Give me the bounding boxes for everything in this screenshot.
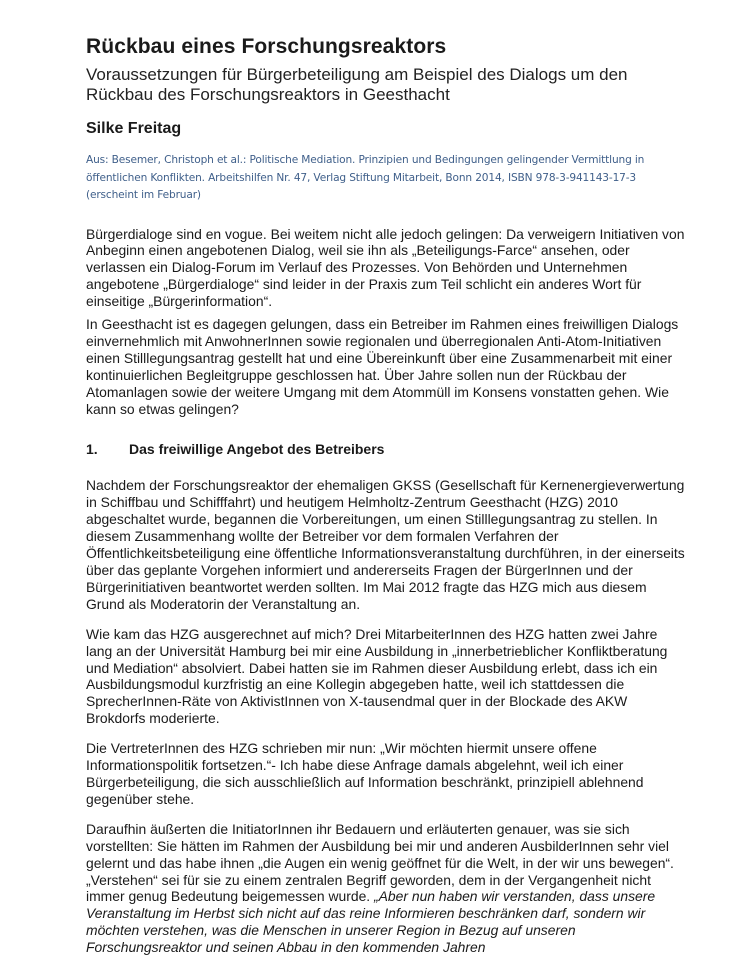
section-heading xyxy=(86,441,686,458)
document-title: Rückbau eines Forschungsreaktors xyxy=(86,35,447,58)
italic-quote: „Aber nun haben wir verstanden, dass unsere Veranstaltung im Herbst sich nicht auf das reine Informieren beschränken darf, sondern wir möchten verstehen, was die Menschen in unserer Region in Bezug auf unseren Forschungsreaktor und seinen Abbau in den kommenden Jahren xyxy=(86,888,656,956)
document-page xyxy=(86,34,686,956)
author-name: Silke Freitag xyxy=(86,120,182,137)
intro-paragraph-2: In Geesthacht ist es dagegen gelungen, dass ein Betreiber im Rahmen eines freiwilligen Dialogs einvernehmlich mit AnwohnerInnen sowie regionalen und überregionalen Anti-Atom-Initiativen einen Stilllegungsantrag gestellt hat und eine Übereinkunft über eine Zusammenarbeit mit einer kontinuierlichen Begleitgruppe geschlossen hat. Über Jahre sollen nun der Rückbau der Atomanlagen sowie der weitere Umgang mit dem Atommüll im Konsens vonstatten gehen. Wie kann so etwas gelingen? xyxy=(86,316,679,417)
intro-paragraph-1: Bürgerdialoge sind en vogue. Bei weitem nicht alle jedoch gelingen: Da verweigern Initiativen von Anbeginn einen angebotenen Dialog, weil sie ihn als „Beteiligungs-Farce“ ansehen, oder verlassen ein Dialog-Forum im Verlauf des Prozesses. Von Behörden und Unternehmen angebotene „Bürgerdialoge“ sind leider in der Praxis zum Teil schlicht ein anderes Wort für einseitige „Bürgerinformation“. xyxy=(86,225,685,310)
section-paragraph-2: Wie kam das HZG ausgerechnet auf mich? Drei MitarbeiterInnen des HZG hatten zwei Jahre lang an der Universität Hamburg bei mir eine Ausbildung in „innerbetrieblicher Konfliktberatung und Mediation“ absolviert. Dabei hatten sie im Rahmen dieser Ausbildung erlebt, dass ich ein Ausbildungsmodul kurzfristig an eine Kollegin abgegeben hatte, weil ich stattdessen die SprecherInnen-Räte von AktivistInnen von X-tausendmal quer in der Blockade des AKW Brokdorfs moderierte. xyxy=(86,625,668,727)
section-title: Das freiwillige Angebot des Betreibers xyxy=(129,441,385,458)
document-subtitle: Voraussetzungen für Bürgerbeteiligung am Beispiel des Dialogs um den Rückbau des Forschungsreaktors in Geesthacht xyxy=(86,65,628,104)
section-paragraph-3: Die VertreterInnen des HZG schrieben mir nun: „Wir möchten hiermit unsere offene Informationspolitik fortsetzen.“- Ich habe diese Anfrage damals abgelehnt, weil ich einer Bürgerbeteiligung, die sich ausschließlich auf Information beschränkt, prinzipiell ablehnend gegenüber stehe. xyxy=(86,740,644,807)
section-number: 1. xyxy=(86,441,98,458)
section-paragraph-1: Nachdem der Forschungsreaktor der ehemaligen GKSS (Gesellschaft für Kernenergieverwertung in Schiffbau und Schifffahrt) und heutigem Helmholtz-Zentrum Geesthacht (HZG) 2010 abgeschaltet wurde, begannen die Vorbereitungen, um einen Stilllegungsantrag zu stellen. In diesem Zusammenhang wollte der Betreiber vor dem formalen Verfahren der Öffentlichkeitsbeteiligung eine öffentliche Informationsveranstaltung durchführen, in der einerseits über das geplante Vorgehen informiert und andererseits Fragen der BürgerInnen und der Bürgerinitiativen beantwortet werden sollten. Im Mai 2012 fragte das HZG mich aus diesem Grund als Moderatorin der Veranstaltung an. xyxy=(86,477,685,612)
section-paragraph-4 xyxy=(86,821,686,956)
source-citation: Aus: Besemer, Christoph et al.: Politische Mediation. Prinzipien und Bedingungen gelingender Vermittlung in öffentlichen Konflikten. Arbeitshilfen Nr. 47, Verlag Stiftung Mitarbeit, Bonn 2014, ISBN 978-3-941143-17-3 (erscheint im Februar) xyxy=(86,154,645,201)
paragraph-text: Daraufhin äußerten die InitiatorInnen ihr Bedauern und erläuterten genauer, was sie sich vorstellten: Sie hätten im Rahmen der Ausbildung bei mir und anderen AusbilderInnen sehr viel gelernt und das habe ihnen „die Augen ein wenig geöffnet für die Welt, in der wir uns bewegen“. „Verstehen“ sei für sie zu einem zentralen Begriff geworden, dem in der Vergangenheit nicht immer genug Bedeutung beigemessen wurde. xyxy=(86,820,674,905)
